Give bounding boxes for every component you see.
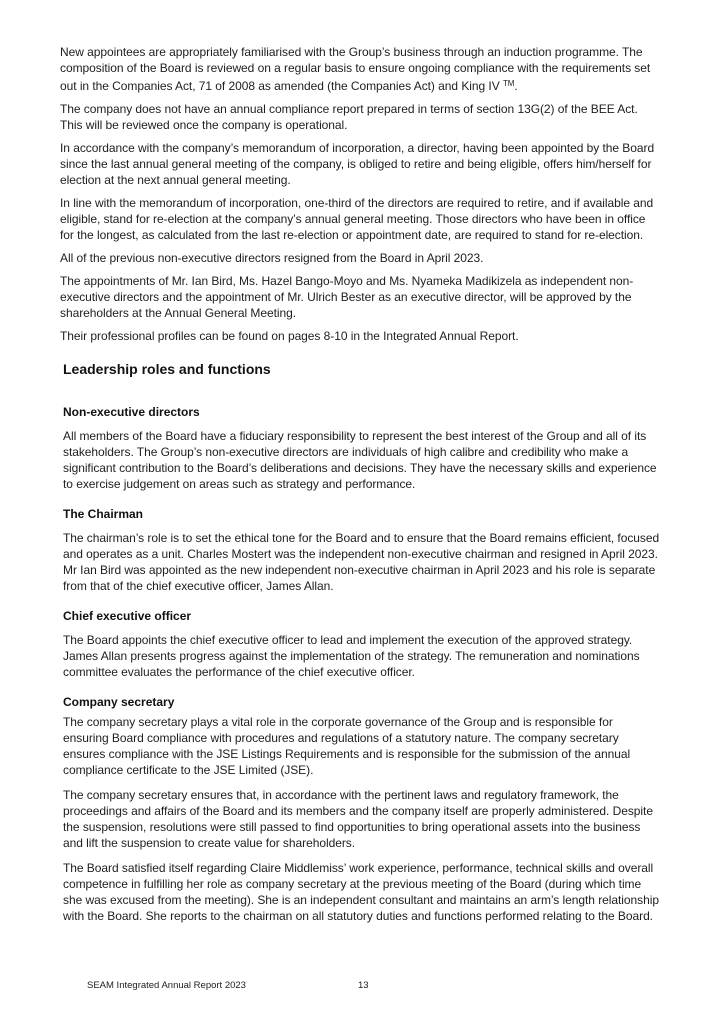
paragraph-non-executive-directors: All members of the Board have a fiduciary responsibility to represent the best interest of the Group and all of its stakeholders. The Group’s non-executive directors are individuals of high calibre and credibility who make a significant contribution to the Board’s deliberations and decisions. They have the necessary skills and experience to exercise judgement on areas such as strategy and performance. [63, 429, 657, 491]
subheading-chairman: The Chairman [63, 507, 144, 521]
paragraph-ceo: The Board appoints the chief executive officer to lead and implement the execution of the approved strategy. James Allan presents progress against the implementation of the strategy. The remuneration and nominations committee evaluates the performance of the chief executive officer. [63, 633, 640, 679]
paragraph-company-secretary-assessment: The Board satisfied itself regarding Claire Middlemiss’ work experience, performance, technical skills and overall competence in fulfilling her role as company secretary at the previous meeting of the Board (during which time she was excused from the meeting). She is an independent consultant and maintains an arm’s length relationship with the Board. She reports to the chairman on all statutory duties and functions performed relating to the Board. [63, 861, 659, 923]
subheading-non-executive-directors: Non-executive directors [63, 405, 200, 419]
paragraph-profiles: Their professional profiles can be found on pages 8-10 in the Integrated Annual Report. [60, 329, 519, 343]
paragraph-company-secretary-administration: The company secretary ensures that, in accordance with the pertinent laws and regulatory framework, the proceedings and affairs of the Board and its members and the company itself are properly administered. Despite the suspension, resolutions were still passed to find opportunities to bring operational assets into the business and lift the suspension to create value for shareholders. [63, 788, 653, 850]
trademark-symbol: TM [502, 79, 515, 88]
footer-report-title: SEAM Integrated Annual Report 2023 [87, 980, 246, 991]
section-title-leadership: Leadership roles and functions [63, 361, 271, 377]
paragraph-resignations: All of the previous non-executive directors resigned from the Board in April 2023. [60, 251, 484, 265]
paragraph-induction: New appointees are appropriately familiarised with the Group’s business through an induction programme. The composition of the Board is reviewed on a regular basis to ensure ongoing compliance with the requirements set out in the Companies Act, 71 of 2008 as amended (the Companies Act) and King IV ™. [60, 45, 651, 93]
subheading-company-secretary: Company secretary [63, 695, 175, 709]
page-body [60, 44, 660, 931]
paragraph-chairman: The chairman’s role is to set the ethical tone for the Board and to ensure that the Board remains efficient, focused and operates as a unit. Charles Mostert was the independent non-executive chairman and resigned in April 2023. Mr Ian Bird was appointed as the new independent non-executive chairman in April 2023 and his role is separate from that of the chief executive officer, James Allan. [63, 531, 660, 593]
paragraph-appointments: The appointments of Mr. Ian Bird, Ms. Hazel Bango-Moyo and Ms. Nyameka Madikizela as independent non-executive directors and the appointment of Mr. Ulrich Bester as an executive director, will be approved by the shareholders at the Annual General Meeting. [60, 274, 634, 320]
footer-page-number: 13 [358, 980, 369, 991]
paragraph-rotation: In line with the memorandum of incorporation, one-third of the directors are required to retire, and if available and eligible, stand for re-election at the company’s annual general meeting. Those directors who have been in office for the longest, as calculated from the last re-election or appointment date, are required to stand for re-election. [60, 196, 654, 242]
subheading-ceo: Chief executive officer [63, 609, 192, 623]
paragraph-company-secretary-role: The company secretary plays a vital role in the corporate governance of the Group and is responsible for ensuring Board compliance with procedures and regulations of a statutory nature. The company secretary ensures compliance with the JSE Listings Requirements and is responsible for the submission of the annual compliance certificate to the JSE Limited (JSE). [63, 715, 631, 777]
paragraph-bee-compliance: The company does not have an annual compliance report prepared in terms of section 13G(2) of the BEE Act. This will be reviewed once the company is operational. [60, 102, 638, 132]
paragraph-director-election: In accordance with the company’s memorandum of incorporation, a director, having been appointed by the Board since the last annual general meeting of the company, is obliged to retire and being eligible, offers him/herself for election at the next annual general meeting. [60, 141, 655, 187]
